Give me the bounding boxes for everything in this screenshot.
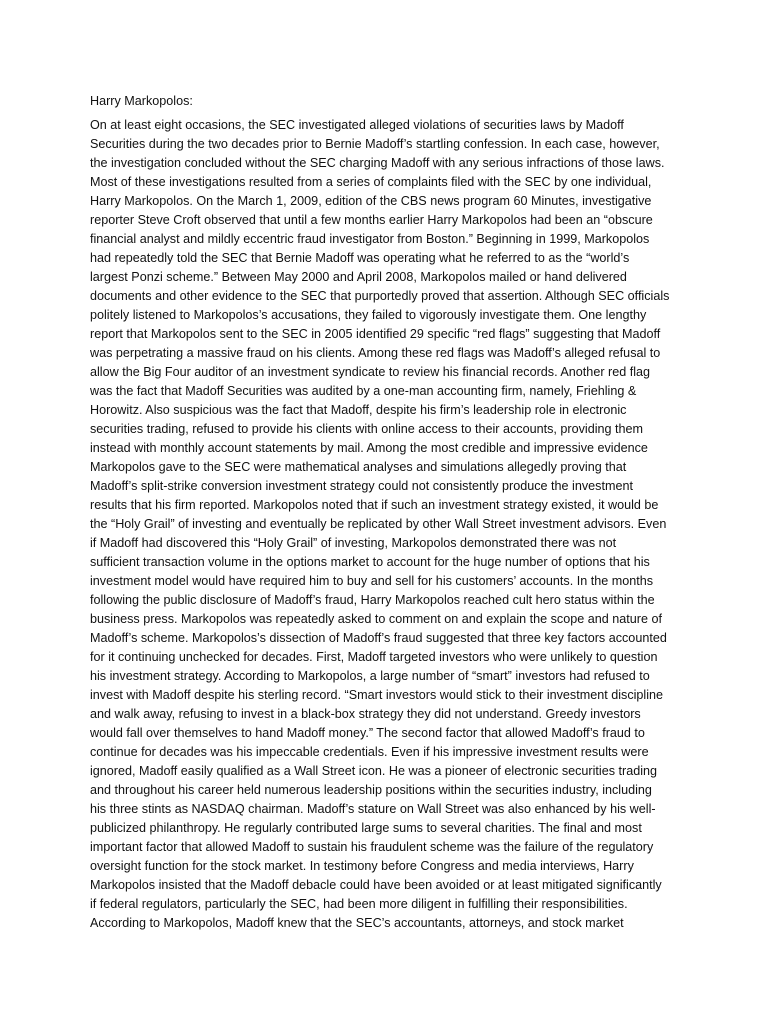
body-text-line: Markopolos insisted that the Madoff debacle could have been avoided or at least mitigated significantly xyxy=(90,878,662,892)
body-text-line: On at least eight occasions, the SEC investigated alleged violations of securities laws by Madoff xyxy=(90,118,624,132)
body-text-line: investment model would have required him to buy and sell for his customers’ accounts. In the months xyxy=(90,574,654,588)
body-text-line: Harry Markopolos. On the March 1, 2009, edition of the CBS news program 60 Minutes, investigative xyxy=(90,194,652,208)
body-text-line: had repeatedly told the SEC that Bernie Madoff was operating what he referred to as the “world’s xyxy=(90,251,630,265)
document-page xyxy=(90,92,680,933)
body-text-line: documents and other evidence to the SEC that purportedly proved that assertion. Although SEC officials xyxy=(90,289,670,303)
body-text-line: following the public disclosure of Madoff’s fraud, Harry Markopolos reached cult hero status within the xyxy=(90,593,655,607)
body-text-line: continue for decades was his impeccable credentials. Even if his impressive investment results were xyxy=(90,745,649,759)
body-text-line: important factor that allowed Madoff to sustain his fraudulent scheme was the failure of the regulatory xyxy=(90,840,654,854)
body-text-line: ignored, Madoff easily qualified as a Wall Street icon. He was a pioneer of electronic securities trading xyxy=(90,764,658,778)
document-heading: Harry Markopolos: xyxy=(90,94,193,108)
body-text-line: and walk away, refusing to invest in a black-box strategy they did not understand. Greedy investors xyxy=(90,707,641,721)
document-body xyxy=(90,116,680,933)
body-text-line: reporter Steve Croft observed that until a few months earlier Harry Markopolos had been an “obscure xyxy=(90,213,653,227)
body-text-line: results that his firm reported. Markopolos noted that if such an investment strategy existed, it would be xyxy=(90,498,659,512)
body-text-line: business press. Markopolos was repeatedly asked to comment on and explain the scope and nature of xyxy=(90,612,662,626)
body-text-line: sufficient transaction volume in the options market to account for the huge number of options that his xyxy=(90,555,650,569)
body-text-line: politely listened to Markopolos’s accusations, they failed to vigorously investigate them. One lengthy xyxy=(90,308,647,322)
body-text-line: would fall over themselves to hand Madoff money.” The second factor that allowed Madoff’s fraud to xyxy=(90,726,645,740)
body-text-line: Markopolos gave to the SEC were mathematical analyses and simulations allegedly proving that xyxy=(90,460,627,474)
body-text-line: oversight function for the stock market. In testimony before Congress and media interviews, Harry xyxy=(90,859,634,873)
body-text-line: report that Markopolos sent to the SEC in 2005 identified 29 specific “red flags” suggesting that Madoff xyxy=(90,327,661,341)
body-text-line: his investment strategy. According to Markopolos, a large number of “smart” investors had refused to xyxy=(90,669,650,683)
body-text-line: invest with Madoff despite his sterling record. “Smart investors would stick to their investment discipline xyxy=(90,688,664,702)
body-text-line: the “Holy Grail” of investing and eventually be replicated by other Wall Street investment advisors. Even xyxy=(90,517,667,531)
body-text-line: securities trading, refused to provide his clients with online access to their accounts, providing them xyxy=(90,422,644,436)
body-text-line: was perpetrating a massive fraud on his clients. Among these red flags was Madoff’s alleged refusal to xyxy=(90,346,661,360)
body-text-line: financial analyst and mildly eccentric fraud investigator from Boston.” Beginning in 1999, Markopolos xyxy=(90,232,650,246)
body-text-line: Madoff’s scheme. Markopolos’s dissection of Madoff’s fraud suggested that three key factors accounted xyxy=(90,631,667,645)
body-text-line: and throughout his career held numerous leadership positions within the securities industry, including xyxy=(90,783,652,797)
body-text-line: Most of these investigations resulted from a series of complaints filed with the SEC by one individual, xyxy=(90,175,652,189)
body-text-line: for it continuing unchecked for decades. First, Madoff targeted investors who were unlikely to question xyxy=(90,650,658,664)
body-text-line: publicized philanthropy. He regularly contributed large sums to several charities. The final and most xyxy=(90,821,642,835)
body-text-line: largest Ponzi scheme.” Between May 2000 and April 2008, Markopolos mailed or hand delivered xyxy=(90,270,627,284)
body-text-line: allow the Big Four auditor of an investment syndicate to review his financial records. Another red flag xyxy=(90,365,651,379)
body-text-line: According to Markopolos, Madoff knew that the SEC’s accountants, attorneys, and stock market xyxy=(90,916,624,930)
body-text-line: instead with monthly account statements by mail. Among the most credible and impressive evidence xyxy=(90,441,648,455)
body-text-line: if federal regulators, particularly the SEC, had been more diligent in fulfilling their responsibilities. xyxy=(90,897,628,911)
body-text-line: Securities during the two decades prior to Bernie Madoff’s startling confession. In each case, however, xyxy=(90,137,660,151)
body-text-line: Madoff’s split-strike conversion investment strategy could not consistently produce the investment xyxy=(90,479,633,493)
body-text-line: Horowitz. Also suspicious was the fact that Madoff, despite his firm’s leadership role in electronic xyxy=(90,403,627,417)
body-text-line: his three stints as NASDAQ chairman. Madoff’s stature on Wall Street was also enhanced by his well- xyxy=(90,802,656,816)
body-text-line: the investigation concluded without the SEC charging Madoff with any serious infractions of those laws. xyxy=(90,156,665,170)
body-text-line: was the fact that Madoff Securities was audited by a one-man accounting firm, namely, Friehling & xyxy=(90,384,637,398)
body-text-line: if Madoff had discovered this “Holy Grail” of investing, Markopolos demonstrated there was not xyxy=(90,536,617,550)
